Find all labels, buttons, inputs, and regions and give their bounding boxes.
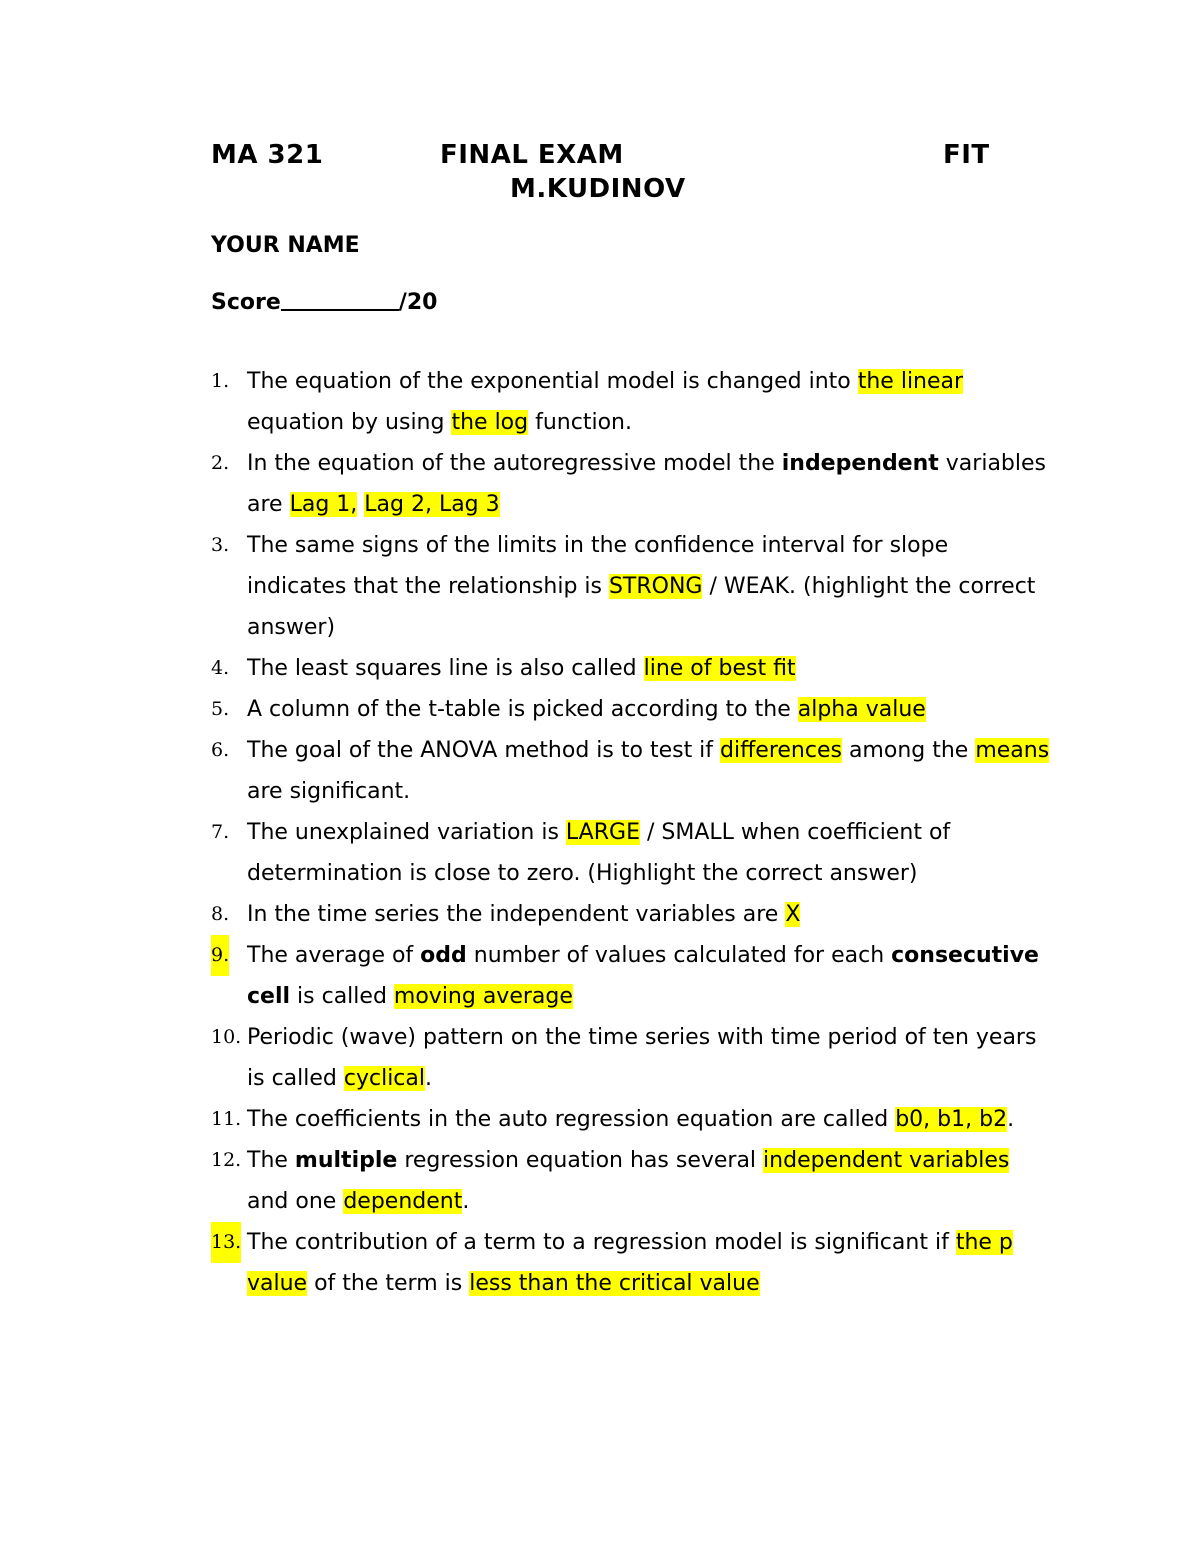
- highlighted-answer: cyclical: [343, 1066, 425, 1091]
- highlighted-answer: the log: [451, 410, 529, 435]
- question-text: The average of: [247, 943, 421, 968]
- highlighted-answer: less than the critical value: [469, 1271, 760, 1296]
- question-text: Periodic (wave) pattern on the time series with time period of ten years is called: [247, 1025, 1037, 1091]
- question-text: The: [247, 1148, 295, 1173]
- highlighted-answer: independent variables: [763, 1148, 1010, 1173]
- question-text: A column of the t-table is picked according to the: [247, 697, 798, 722]
- question-text: of the term is: [307, 1271, 470, 1296]
- highlighted-answer: Lag 2, Lag 3: [364, 492, 500, 517]
- question-text: .: [1007, 1107, 1015, 1132]
- score-total: /20: [398, 290, 438, 315]
- question-number: 3.: [211, 534, 230, 556]
- question-item: [0, 1222, 1200, 1304]
- question-text: is called: [290, 984, 394, 1009]
- question-number: 1.: [211, 370, 230, 392]
- institution: FIT: [943, 140, 990, 170]
- question-item: [0, 894, 1200, 935]
- highlighted-answer: STRONG: [608, 574, 703, 599]
- bold-term: odd: [420, 943, 467, 968]
- question-text: The least squares line is also called: [247, 656, 644, 681]
- question-text: among the: [841, 738, 976, 763]
- question-number: 5.: [211, 698, 230, 720]
- question-item: [0, 361, 1200, 443]
- score-blank[interactable]: [281, 287, 399, 311]
- highlighted-answer: alpha value: [797, 697, 926, 722]
- question-text: number of values calculated for each: [466, 943, 892, 968]
- question-text: are significant.: [247, 779, 411, 804]
- question-item: [0, 935, 1200, 1017]
- highlighted-answer: the p value: [247, 1230, 1013, 1296]
- question-number: 4.: [211, 657, 230, 679]
- question-item: [0, 689, 1200, 730]
- question-number: 8.: [211, 903, 230, 925]
- question-text: / WEAK. (highlight the correct answer): [247, 574, 1036, 640]
- question-text: The coefficients in the auto regression equation are called: [247, 1107, 896, 1132]
- highlighted-answer: means: [975, 738, 1050, 763]
- question-number: 7.: [211, 821, 230, 843]
- question-text: variables are: [247, 451, 1047, 517]
- question-text: / SMALL when coefficient of determination is close to zero. (Highlight the correct answer): [247, 820, 951, 886]
- score-label: Score: [211, 290, 281, 315]
- highlighted-answer: dependent: [343, 1189, 463, 1214]
- question-number: 12.: [211, 1149, 242, 1171]
- highlighted-answer: moving average: [393, 984, 573, 1009]
- highlighted-answer: line of best fit: [643, 656, 796, 681]
- highlighted-answer: the linear: [857, 369, 964, 394]
- question-text: The unexplained variation is: [247, 820, 566, 845]
- score-line: [211, 287, 437, 315]
- bold-term: multiple: [294, 1148, 398, 1173]
- bold-term: consecutive cell: [247, 943, 1039, 1009]
- question-text: The goal of the ANOVA method is to test if: [247, 738, 721, 763]
- question-number: 10.: [211, 1026, 242, 1048]
- author-name: M.KUDINOV: [510, 174, 686, 204]
- question-text: .: [462, 1189, 470, 1214]
- question-text: The equation of the exponential model is changed into: [247, 369, 858, 394]
- question-number: 6.: [211, 739, 230, 761]
- highlighted-answer: LARGE: [565, 820, 640, 845]
- course-code: MA 321: [211, 140, 324, 170]
- question-number: 13.: [211, 1222, 241, 1263]
- question-number: 11.: [211, 1108, 242, 1130]
- question-item: [0, 1099, 1200, 1140]
- highlighted-answer: differences: [720, 738, 842, 763]
- question-number: 2.: [211, 452, 230, 474]
- question-number: 9.: [211, 935, 229, 976]
- question-item: [0, 730, 1200, 812]
- question-text: The same signs of the limits in the confidence interval for slope indicates that the relationship is: [247, 533, 949, 599]
- exam-title: FINAL EXAM: [440, 140, 624, 170]
- question-text: function.: [528, 410, 632, 435]
- your-name-label: YOUR NAME: [211, 233, 360, 258]
- question-text: In the time series the independent variables are: [247, 902, 786, 927]
- question-item: [0, 812, 1200, 894]
- highlighted-answer: Lag 1,: [289, 492, 358, 517]
- question-text: In the equation of the autoregressive model the: [247, 451, 782, 476]
- question-item: [0, 648, 1200, 689]
- question-item: [0, 443, 1200, 525]
- question-list: [0, 361, 1200, 1304]
- question-text: and one: [247, 1189, 344, 1214]
- question-item: [0, 1017, 1200, 1099]
- highlighted-answer: b0, b1, b2: [895, 1107, 1008, 1132]
- question-text: equation by using: [247, 410, 452, 435]
- question-text: regression equation has several: [397, 1148, 764, 1173]
- question-item: [0, 525, 1200, 648]
- highlighted-answer: X: [785, 902, 801, 927]
- bold-term: independent: [781, 451, 939, 476]
- question-text: .: [425, 1066, 432, 1091]
- question-item: [0, 1140, 1200, 1222]
- question-text: The contribution of a term to a regression model is significant if: [247, 1230, 956, 1255]
